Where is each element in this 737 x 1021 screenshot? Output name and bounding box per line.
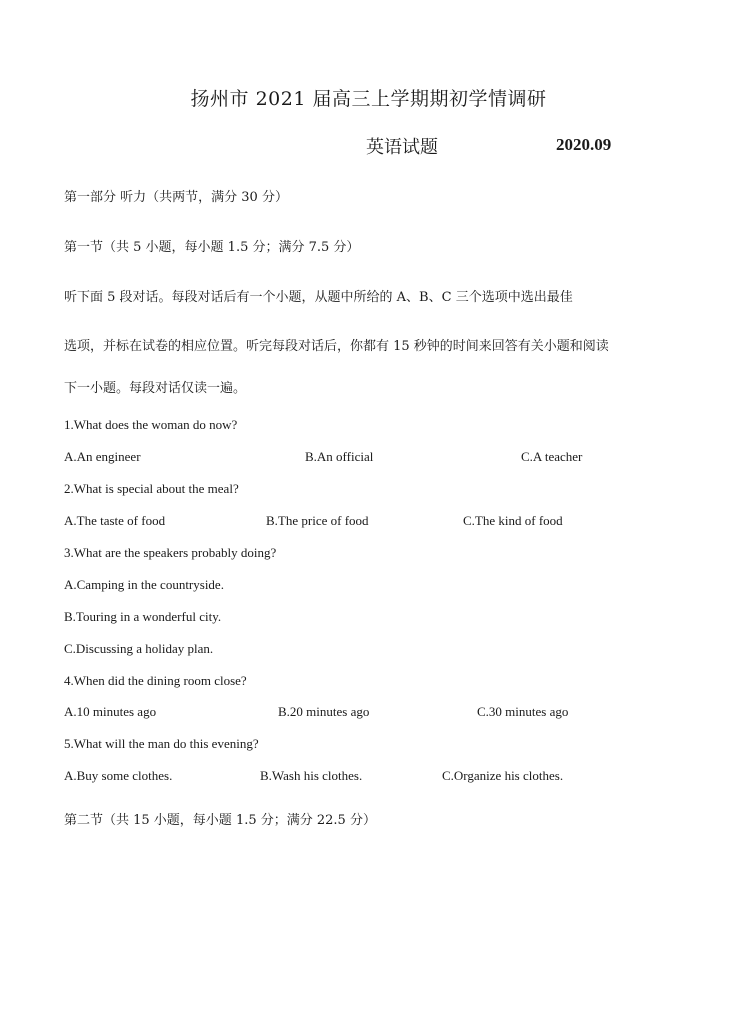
question-2-option-c: C.The kind of food <box>463 513 563 528</box>
question-5-option-b: B.Wash his clothes. <box>260 768 363 783</box>
question-4-option-a: A.10 minutes ago <box>64 704 157 719</box>
question-3-option-b: B.Touring in a wonderful city. <box>64 609 222 624</box>
part1-heading: 第一部分 听力（共两节，满分 30 分） <box>64 190 288 205</box>
question-1-option-a: A.An engineer <box>64 449 141 464</box>
exam-date: 2020.09 <box>556 135 612 154</box>
question-1-stem: 1.What does the woman do now? <box>64 417 238 432</box>
instruction-line-1: 听下面 5 段对话。每段对话后有一个小题，从题中所给的 A、B、C 三个选项中选出最佳 <box>64 290 573 305</box>
exam-subject: 英语试题 <box>366 137 438 158</box>
question-3-option-a: A.Camping in the countryside. <box>64 577 224 592</box>
question-3-stem: 3.What are the speakers probably doing? <box>64 545 277 560</box>
question-2-stem: 2.What is special about the meal? <box>64 481 239 496</box>
question-3-option-c: C.Discussing a holiday plan. <box>64 641 214 656</box>
question-2-option-b: B.The price of food <box>266 513 369 528</box>
question-4-option-c: C.30 minutes ago <box>477 704 569 719</box>
section1-heading: 第一节（共 5 小题，每小题 1.5 分；满分 7.5 分） <box>64 240 360 255</box>
question-5-stem: 5.What will the man do this evening? <box>64 736 259 751</box>
question-5-option-c: C.Organize his clothes. <box>442 768 564 783</box>
exam-title: 扬州市 2021 届高三上学期期初学情调研 <box>190 88 547 110</box>
question-5-option-a: A.Buy some clothes. <box>64 768 173 783</box>
instruction-line-3: 下一小题。每段对话仅读一遍。 <box>64 381 247 396</box>
section2-heading: 第二节（共 15 小题，每小题 1.5 分；满分 22.5 分） <box>64 813 376 828</box>
question-2-option-a: A.The taste of food <box>64 513 166 528</box>
question-4-stem: 4.When did the dining room close? <box>64 673 247 688</box>
question-1-option-b: B.An official <box>305 449 374 464</box>
question-4-option-b: B.20 minutes ago <box>278 704 370 719</box>
instruction-line-2: 选项，并标在试卷的相应位置。听完每段对话后，你都有 15 秒钟的时间来回答有关小题和阅读 <box>64 339 609 354</box>
question-1-option-c: C.A teacher <box>521 449 583 464</box>
